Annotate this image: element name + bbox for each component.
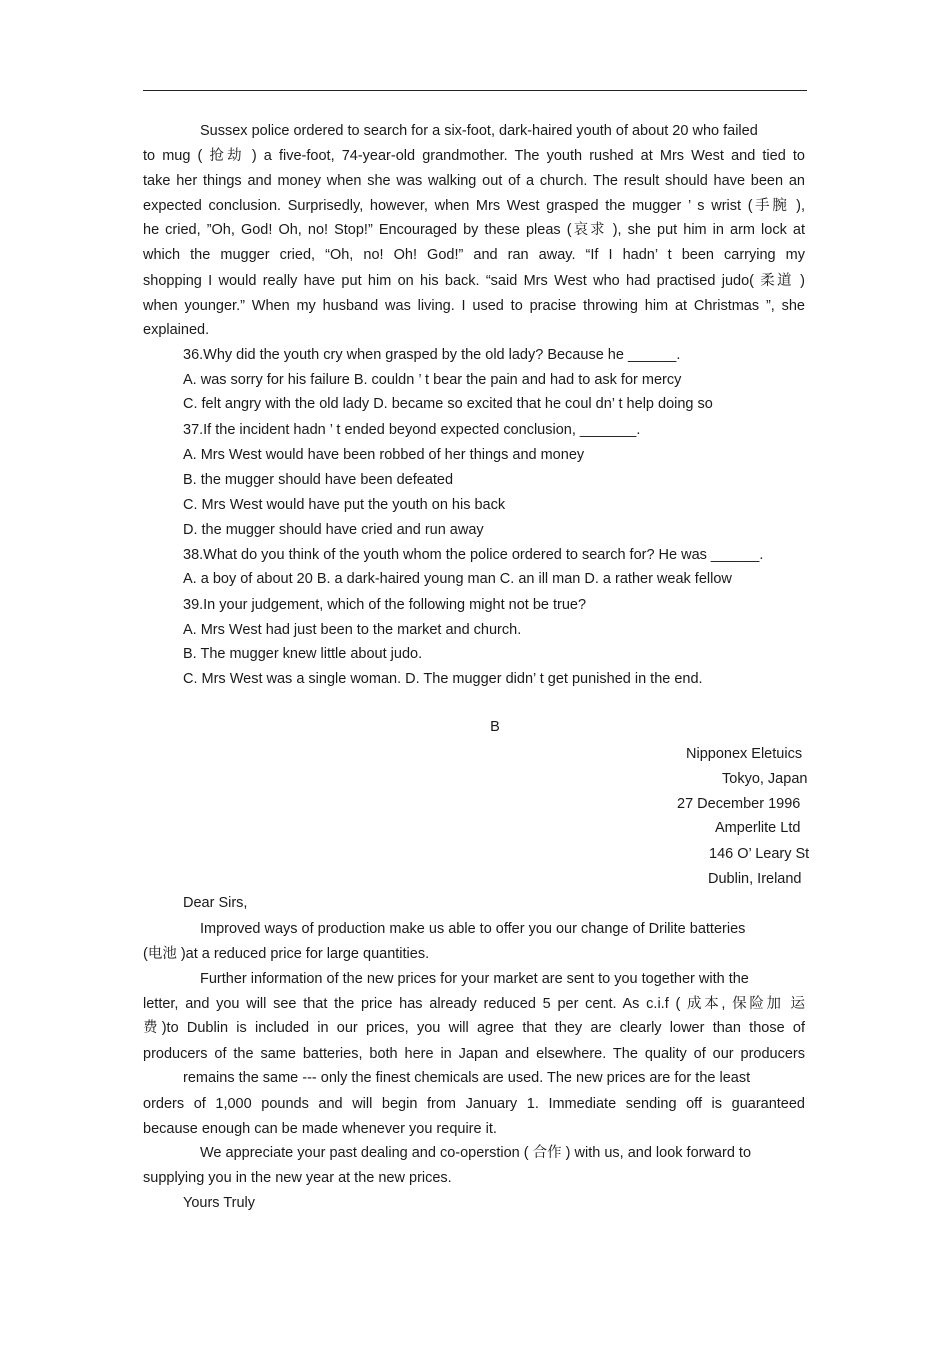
passage-a-line: he cried, ”Oh, God! Oh, no! Stop!” Encouraged by these pleas (哀求 ), she put him in arm lock at	[143, 222, 805, 238]
header-rule	[143, 90, 807, 91]
letter-closing: Yours Truly	[183, 1195, 255, 1211]
letter-body-line: supplying you in the new year at the new prices.	[143, 1170, 452, 1186]
letter-body-line: producers of the same batteries, both here in Japan and elsewhere. The quality of our producers	[143, 1046, 805, 1062]
letter-body-line: letter, and you will see that the price has already reduced 5 per cent. As c.i.f ( 成本, 保险加 运	[143, 996, 805, 1012]
sender-address-line: Nipponex Eletuics	[686, 746, 803, 762]
question-option: C. Mrs West would have put the youth on his back	[183, 497, 506, 513]
letter-body-line: Further information of the new prices for your market are sent to you together with the	[200, 971, 749, 987]
question-option: A. Mrs West had just been to the market and church.	[183, 622, 522, 638]
passage-a-line: to mug ( 抢劫 ) a five-foot, 74-year-old grandmother. The youth rushed at Mrs West and tied to	[143, 148, 805, 164]
question-option: B. the mugger should have been defeated	[183, 472, 454, 488]
letter-salutation: Dear Sirs,	[183, 895, 248, 911]
question-option: D. the mugger should have cried and run away	[183, 522, 484, 538]
passage-a-line: shopping I would really have put him on his back. “said Mrs West who had practised judo( 柔道 )	[143, 273, 805, 289]
passage-a-line: take her things and money when she was walking out of a church. The result should have been an	[143, 173, 805, 189]
question-stem: 38.What do you think of the youth whom the police ordered to search for? He was ______.	[183, 547, 764, 563]
recipient-address-line: 146 O’ Leary St	[709, 846, 810, 862]
passage-a-line: which the mugger cried, “Oh, no! Oh! God!” and ran away. “If I hadn’ t been carrying my	[143, 247, 805, 263]
letter-body-line: Improved ways of production make us able to offer you our change of Drilite batteries	[200, 921, 746, 937]
question-stem: 37.If the incident hadn ’ t ended beyond expected conclusion, _______.	[183, 422, 641, 438]
recipient-address-line: Amperlite Ltd	[715, 820, 801, 836]
question-stem: 39.In your judgement, which of the following might not be true?	[183, 597, 587, 613]
question-option: C. Mrs West was a single woman. D. The mugger didn’ t get punished in the end.	[183, 671, 703, 687]
section-label: B	[490, 719, 500, 735]
passage-a-line: explained.	[143, 322, 210, 338]
passage-a-line: expected conclusion. Surprisedly, however, when Mrs West grasped the mugger ’ s wrist (手腕 ),	[143, 198, 805, 214]
letter-body-line: orders of 1,000 pounds and will begin from January 1. Immediate sending off is guaranteed	[143, 1096, 805, 1112]
question-option: A. was sorry for his failure B. couldn ’ t bear the pain and had to ask for mercy	[183, 372, 682, 388]
question-option: C. felt angry with the old lady D. became so excited that he coul dn’ t help doing so	[183, 396, 713, 412]
passage-a-line: Sussex police ordered to search for a six-foot, dark-haired youth of about 20 who failed	[200, 123, 758, 139]
letter-date: 27 December 1996	[677, 796, 801, 812]
letter-body-line: 费)to Dublin is included in our prices, you will agree that they are clearly lower than those of	[143, 1020, 805, 1036]
question-option: A. a boy of about 20 B. a dark-haired young man C. an ill man D. a rather weak fellow	[183, 571, 732, 587]
letter-body-line: We appreciate your past dealing and co-operstion ( 合作 ) with us, and look forward to	[200, 1145, 752, 1161]
passage-a-line: when younger.” When my husband was living. I used to pracise throwing him at Christmas ”, she	[143, 298, 805, 314]
question-stem: 36.Why did the youth cry when grasped by the old lady? Because he ______.	[183, 347, 681, 363]
question-option: A. Mrs West would have been robbed of her things and money	[183, 447, 585, 463]
sender-address-line: Tokyo, Japan	[722, 771, 808, 787]
recipient-address-line: Dublin, Ireland	[708, 871, 802, 887]
letter-body-line: remains the same --- only the finest chemicals are used. The new prices are for the least	[183, 1070, 751, 1086]
letter-body-line: (电池 )at a reduced price for large quantities.	[143, 946, 430, 962]
letter-body-line: because enough can be made whenever you require it.	[143, 1121, 497, 1137]
question-option: B. The mugger knew little about judo.	[183, 646, 423, 662]
